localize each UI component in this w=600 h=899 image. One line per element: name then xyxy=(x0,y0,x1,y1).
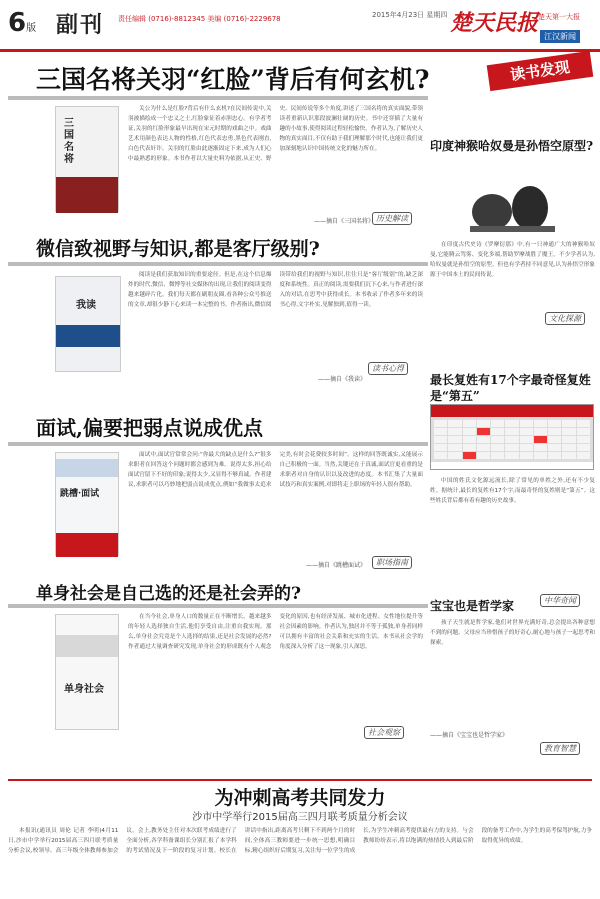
sidebar-2-headline: 最长复姓有17个字最奇怪复姓是“第五” xyxy=(430,373,591,403)
sidebar-3-byline: ——摘自《宝宝也是哲学家》 xyxy=(430,732,509,739)
newspaper-brand: 楚天民报 xyxy=(450,10,539,36)
bottom-story-body: 本报讯(通讯员 周伦 记者 李明)4月11日,沙市中学举行2015届高三四月联考质量分析会议,校领导、高三年级全体教师参加会议。会上,教务处主任对本次联考成绩进行了全面分析,各学科备课组长分别汇报了本学科的考试情况及下一阶段的复习计划。校长在讲话中指出,距离高考只剩下不到两个月的时间,全体高三教师要进一步统一思想,明确目标,精心组织好后期复习,关注每一位学生的成长,为学生冲刺高考提供最有力的支持。与会教师纷纷表示,将以饱满的热情投入到最后阶段的备考工作中,为学生的高考保驾护航,力争取得优异的成绩。 xyxy=(8,828,592,854)
book-title-4: 单身社会 xyxy=(64,684,104,695)
book-cover-4 xyxy=(55,614,119,730)
rule xyxy=(8,262,428,266)
brand-slogan: 楚天第一大报 xyxy=(538,13,580,21)
surname-puzzle-image xyxy=(430,404,594,470)
article-1-stamp: 历史解读 xyxy=(372,212,412,225)
book-title-2: 我读 xyxy=(76,300,96,311)
section-title: 副刊 xyxy=(56,12,105,38)
article-3-byline: ——摘自《跳槽面试》 xyxy=(306,562,367,569)
rule xyxy=(8,604,428,608)
brand-tag: 江汉新闻 xyxy=(540,30,580,43)
book-title-3: 跳槽·面试 xyxy=(60,489,100,499)
book-title-1: 三国名将 xyxy=(64,118,74,165)
sidebar-1-body: 在印度古代史诗《罗摩衍那》中,有一只神通广大的神猴哈奴曼,它能腾云驾雾、变化多端,帮助罗摩战胜了魔王。不少学者认为,哈奴曼就是孙悟空的原型。但也有学者持不同意见,认为孙悟空形象源于中国本土的民间传说。 xyxy=(430,242,595,278)
article-1-body: 关公为什么是红脸?背后有什么玄机?在民间传说中,关羽被描绘成一个忠义之士,红脸象征着赤胆忠心。有学者考证,关羽的红脸形象最早出现在宋元时期的戏曲之中。戏曲艺术用颜色表达人物的性格,红色代表忠勇,黑色代表刚直,白色代表奸诈。关羽的红脸由此逐渐固定下来,成为人们心中最熟悉的形象。本书作者以大量史料为依据,从正史、野史、民间传说等多个角度,讲述了三国名将的真实面貌,带领读者重新认识那段波澜壮阔的历史。书中还穿插了大量有趣的小故事,使得阅读过程轻松愉快。作者认为,了解历史人物的真实面目,不仅有助于我们理解那个时代,也能让我们更加深刻地认识中国传统文化的魅力所在。 xyxy=(128,106,423,162)
page-number: 6版 xyxy=(8,8,37,38)
sidebar-1-stamp: 文化探源 xyxy=(545,312,585,325)
bottom-rule xyxy=(8,779,592,781)
article-1-byline: ——摘自《三国名将》 xyxy=(314,218,375,225)
article-2-headline: 微信致视野与知识,都是客厅级别? xyxy=(36,238,320,260)
bottom-story-subhead: 沙市中学举行2015届高三四月联考质量分析会议 xyxy=(192,812,408,823)
book-cover-2 xyxy=(55,276,121,372)
article-3-headline: 面试,偏要把弱点说成优点 xyxy=(36,416,263,440)
sidebar-2-body: 中国的姓氏文化源远流长,除了常见的单姓之外,还有不少复姓。据统计,最长的复姓有17个字,而最奇怪的复姓则是“第五”。这些姓氏背后都有着有趣的历史故事。 xyxy=(430,478,595,504)
article-1-headline: 三国名将关羽“红脸”背后有何玄机? xyxy=(36,65,430,94)
issue-date: 2015年4月23日 星期四 xyxy=(372,11,448,19)
sidebar-2-stamp: 中华奇闻 xyxy=(540,594,580,607)
sidebar-3-stamp: 教育智慧 xyxy=(540,742,580,755)
sidebar-3-body: 孩子天生就是哲学家,他们对世界充满好奇,总会提出各种意想不到的问题。父母应当珍惜孩子的好奇心,耐心地与孩子一起思考和探索。 xyxy=(430,620,595,646)
reader-discovery-badge: 读书发现 xyxy=(487,51,594,91)
article-3-stamp: 职场指南 xyxy=(372,556,412,569)
sidebar-1-headline: 印度神猴哈奴曼是孙悟空原型? xyxy=(430,139,594,153)
article-2-byline: ——摘自《我读》 xyxy=(318,376,367,383)
article-4-headline: 单身社会是自己选的还是社会弄的? xyxy=(36,584,301,604)
rule xyxy=(8,96,428,100)
article-4-stamp: 社会观察 xyxy=(364,726,404,739)
sculpture-photo xyxy=(430,176,595,236)
article-2-body: 阅读是我们获取知识的重要途径。但是,在这个信息爆炸的时代,微信、微博等社交媒体的出现,让我们的阅读变得越来越碎片化。我们每天都在刷朋友圈,看各种公众号推送的文章,却很少静下心来读一本完整的书。作者指出,微信阅读带给我们的视野与知识,往往只是“客厅级别”的,缺乏深度和系统性。真正的阅读,需要我们沉下心来,与作者进行深入的对话,在思考中获得成长。本书收录了作者多年来的读书心得,文字朴实,见解独到,值得一读。 xyxy=(128,272,423,308)
rule xyxy=(8,442,428,446)
book-cover-3 xyxy=(55,452,119,556)
article-2-stamp: 读书心得 xyxy=(368,362,408,375)
article-3-body: 面试中,面试官常常会问:“你最大的缺点是什么?”很多求职者在回答这个问题时都会感到为难。说得太多,担心给面试官留下不好的印象;说得太少,又显得不够真诚。作者建议,求职者可以巧妙地把弱点说成优点,例如“我做事太追求完美,有时会花费较多时间”。这样的回答既诚实,又能展示自己积极的一面。当然,关键还在于真诚,面试官更看重的是求职者对自身的认识以及改进的态度。本书汇集了大量面试技巧和真实案例,对即将走上职场的年轻人很有帮助。 xyxy=(128,452,423,488)
bottom-story-headline: 为冲刺高考共同发力 xyxy=(214,787,386,809)
editors-info: 责任编辑 (0716)-8812345 美编 (0716)-2229678 xyxy=(118,15,281,23)
masthead xyxy=(0,0,600,52)
article-4-body: 在当今社会,单身人口的数量正在不断增长。越来越多的年轻人选择独自生活,他们享受自由,注重自我实现。那么,单身社会究竟是个人选择的结果,还是社会发展的必然?作者通过大量调查研究发现,单身社会的形成既有个人观念变化的原因,也有经济发展、城市化进程、女性地位提升等社会因素的影响。作者认为,独居并不等于孤独,单身者同样可以拥有丰富的社会关系和充实的生活。本书从社会学的角度深入分析了这一现象,引人深思。 xyxy=(128,614,423,650)
sidebar-3-headline: 宝宝也是哲学家 xyxy=(430,599,515,613)
